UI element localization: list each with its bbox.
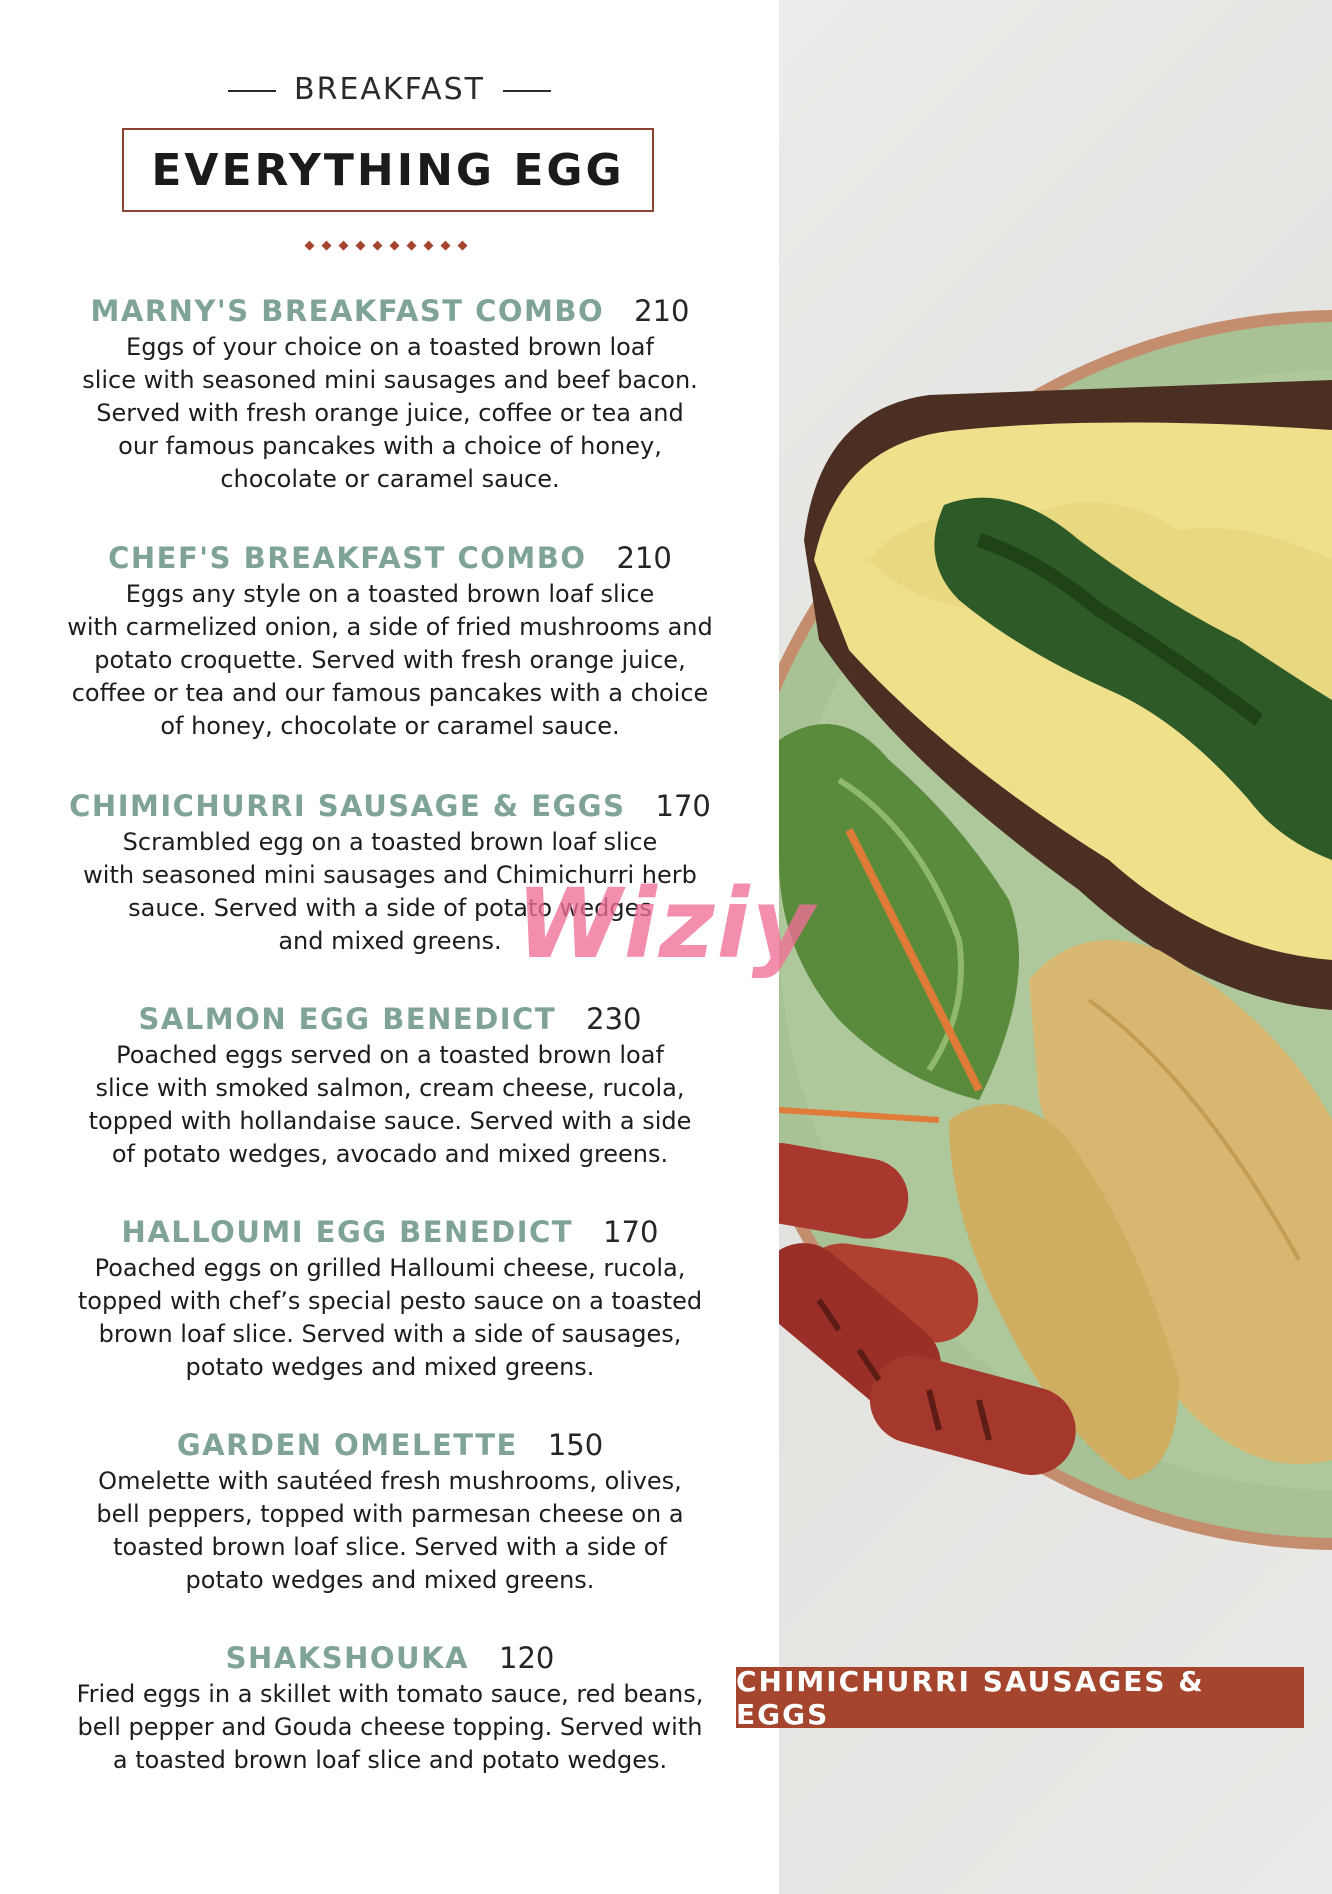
menu-item-header xyxy=(40,788,740,824)
food-photo xyxy=(779,0,1332,1894)
menu-item-price: 150 xyxy=(547,1428,604,1462)
watermark: Wiziy xyxy=(516,868,817,980)
menu-item-header xyxy=(40,1640,740,1676)
description-line: Poached eggs served on a toasted brown loaf xyxy=(116,1041,664,1069)
description-line: with seasoned mini sausages and Chimichurri herb xyxy=(83,861,697,889)
plate-illustration xyxy=(779,0,1332,1894)
menu-item-name: GARDEN OMELETTE xyxy=(176,1428,518,1462)
menu-item-header xyxy=(40,1001,740,1037)
menu-item xyxy=(40,1640,740,1777)
photo-caption-text: CHIMICHURRI SAUSAGES & EGGS xyxy=(736,1664,1205,1731)
menu-item-description xyxy=(40,578,740,743)
menu-item-header xyxy=(40,540,740,576)
description-line: topped with chef’s special pesto sauce on a toasted xyxy=(77,1287,703,1315)
menu-item-header xyxy=(40,1214,740,1250)
menu-item-name: SHAKSHOUKA xyxy=(225,1641,469,1675)
description-line: slice with smoked salmon, cream cheese, rucola, xyxy=(95,1074,685,1102)
menu-item xyxy=(40,1001,740,1171)
menu-item-price: 170 xyxy=(603,1215,659,1249)
menu-item-name: MARNY'S BREAKFAST COMBO xyxy=(90,294,605,328)
description-line: Eggs any style on a toasted brown loaf slice xyxy=(125,580,655,608)
description-line: topped with hollandaise sauce. Served with a side xyxy=(88,1107,692,1135)
description-line: Eggs of your choice on a toasted brown loaf xyxy=(126,333,654,361)
diamond-ornament: ◆◆◆◆◆◆◆◆◆◆ xyxy=(304,238,475,253)
description-line: Served with fresh orange juice, coffee or tea and xyxy=(96,399,684,427)
menu-item-description xyxy=(40,1465,740,1597)
description-line: slice with seasoned mini sausages and beef bacon. xyxy=(82,366,698,394)
description-line: bell peppers, topped with parmesan cheese on a xyxy=(96,1500,684,1528)
right-rule xyxy=(503,90,551,92)
menu-item-header xyxy=(40,293,740,329)
description-line: coffee or tea and our famous pancakes with a choice xyxy=(71,679,709,707)
description-line: Fried eggs in a skillet with tomato sauce, red beans, xyxy=(76,1680,704,1708)
section-label-text: BREAKFAST xyxy=(294,72,485,107)
description-line: potato wedges and mixed greens. xyxy=(185,1353,595,1381)
description-line: Poached eggs on grilled Halloumi cheese, rucola, xyxy=(94,1254,686,1282)
description-line: a toasted brown loaf slice and potato wedges. xyxy=(112,1746,668,1774)
menu-item-name: CHEF'S BREAKFAST COMBO xyxy=(108,541,587,575)
menu-item xyxy=(40,1214,740,1384)
section-label xyxy=(0,72,779,107)
description-line: bell pepper and Gouda cheese topping. Served with xyxy=(77,1713,703,1741)
description-line: sauce. Served with a side of potato wedges xyxy=(128,894,652,922)
menu-item xyxy=(40,1427,740,1597)
menu-item-description xyxy=(40,1678,740,1777)
menu-item-price: 230 xyxy=(586,1002,642,1036)
menu-item-name: HALLOUMI EGG BENEDICT xyxy=(121,1215,574,1249)
menu-item-name: CHIMICHURRI SAUSAGE & EGGS xyxy=(69,789,626,823)
description-line: our famous pancakes with a choice of honey, xyxy=(118,432,662,460)
menu-item xyxy=(40,293,740,496)
menu-item-price: 170 xyxy=(655,789,711,823)
menu-item xyxy=(40,540,740,743)
photo-caption xyxy=(736,1664,1304,1731)
menu-item-price: 210 xyxy=(616,541,672,575)
description-line: potato wedges and mixed greens. xyxy=(185,1566,595,1594)
description-line: chocolate or caramel sauce. xyxy=(220,465,560,493)
description-line: Omelette with sautéed fresh mushrooms, olives, xyxy=(98,1467,682,1495)
menu-item-price: 120 xyxy=(499,1641,555,1675)
description-line: of honey, chocolate or caramel sauce. xyxy=(160,712,620,740)
menu-item-description xyxy=(40,1039,740,1171)
menu-item-description xyxy=(40,1252,740,1384)
menu-item-description xyxy=(40,331,740,496)
description-line: potato croquette. Served with fresh orange juice, xyxy=(94,646,686,674)
description-line: and mixed greens. xyxy=(278,927,502,955)
description-line: Scrambled egg on a toasted brown loaf slice xyxy=(122,828,658,856)
description-line: brown loaf slice. Served with a side of sausages, xyxy=(98,1320,682,1348)
menu-item-price: 210 xyxy=(634,294,690,328)
menu-item-name: SALMON EGG BENEDICT xyxy=(138,1002,557,1036)
description-line: with carmelized onion, a side of fried mushrooms and xyxy=(67,613,713,641)
left-rule xyxy=(228,90,276,92)
menu-item-header xyxy=(40,1427,740,1463)
page-title-box xyxy=(122,128,654,212)
page-title: EVERYTHING EGG xyxy=(151,144,625,196)
description-line: of potato wedges, avocado and mixed greens. xyxy=(111,1140,669,1168)
description-line: toasted brown loaf slice. Served with a side of xyxy=(113,1533,667,1561)
